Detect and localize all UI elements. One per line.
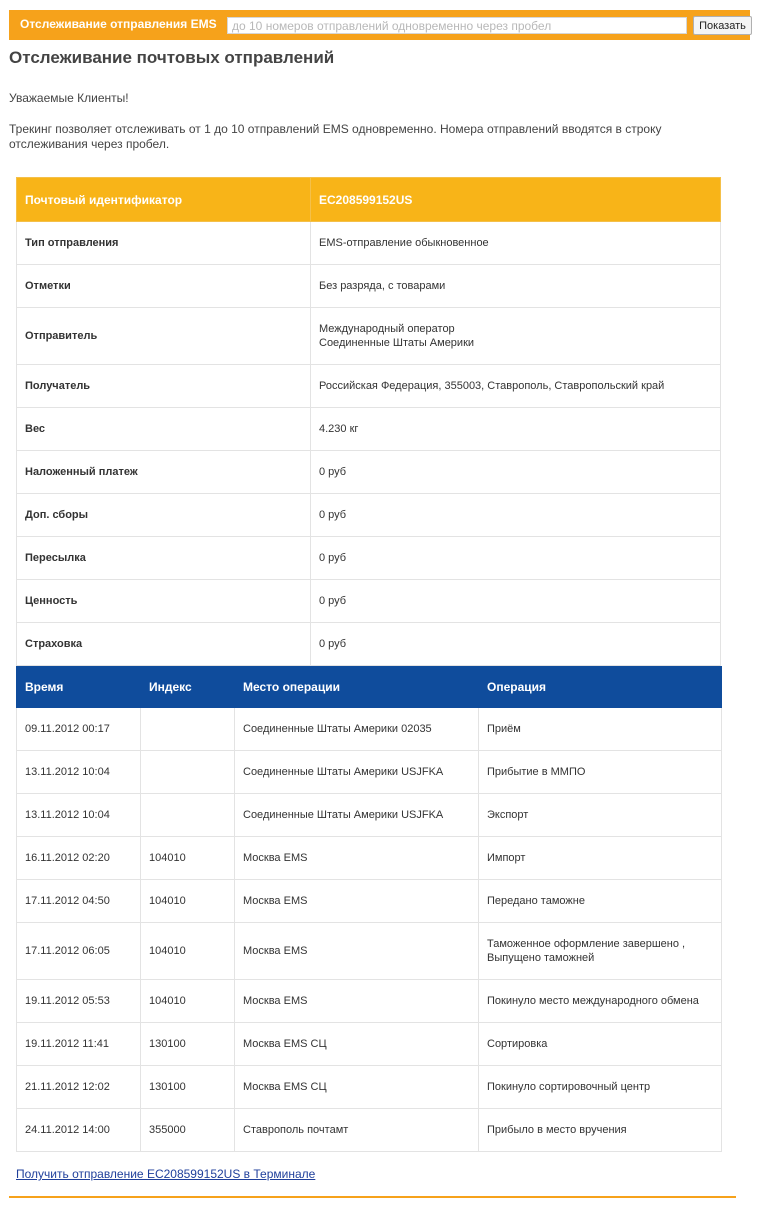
info-row [17, 623, 721, 666]
info-row-label: Вес [17, 408, 311, 451]
info-row-label: Ценность [17, 580, 311, 623]
info-row-label: Наложенный платеж [17, 451, 311, 494]
col-header-time: Время [17, 667, 141, 708]
operation-line: Таможенное оформление завершено , [487, 938, 686, 950]
info-row-value: 0 руб [311, 451, 721, 494]
cell-index: 104010 [141, 923, 235, 980]
table-row [17, 837, 722, 880]
page-title: Отслеживание почтовых отправлений [9, 48, 335, 67]
info-row-value: Российская Федерация, 355003, Ставрополь, Ставропольский край [311, 365, 721, 408]
cell-operation: Экспорт [479, 794, 722, 837]
info-row-value: 0 руб [311, 580, 721, 623]
info-row-label: Отправитель [17, 308, 311, 365]
table-row [17, 794, 722, 837]
info-row [17, 408, 721, 451]
table-row [17, 923, 722, 980]
cell-place: Москва EMS [235, 980, 479, 1023]
cell-place: Москва EMS СЦ [235, 1023, 479, 1066]
tracking-bar-label: Отслеживание отправления EMS [20, 17, 217, 31]
cell-time: 17.11.2012 04:50 [17, 880, 141, 923]
info-row [17, 494, 721, 537]
info-row [17, 308, 721, 365]
cell-index: 104010 [141, 837, 235, 880]
info-row-label: Страховка [17, 623, 311, 666]
cell-time: 19.11.2012 11:41 [17, 1023, 141, 1066]
cell-time: 13.11.2012 10:04 [17, 794, 141, 837]
terminal-pickup-link[interactable]: Получить отправление EC208599152US в Терминале [16, 1167, 316, 1181]
cell-place: Москва EMS [235, 923, 479, 980]
info-row [17, 265, 721, 308]
col-header-operation: Операция [479, 667, 722, 708]
info-row-value [311, 308, 721, 365]
cell-operation: Прибытие в ММПО [479, 751, 722, 794]
tracking-bar [9, 10, 750, 40]
info-row-value: 0 руб [311, 623, 721, 666]
table-row [17, 1109, 722, 1152]
table-row [17, 751, 722, 794]
cell-time: 21.11.2012 12:02 [17, 1066, 141, 1109]
info-row [17, 451, 721, 494]
intro-text: Трекинг позволяет отслеживать от 1 до 10 отправлений EMS одновременно. Номера отправлений вводятся в строку отслеживания через пробел. [9, 122, 662, 151]
cell-time: 17.11.2012 06:05 [17, 923, 141, 980]
cell-place: Соединенные Штаты Америки USJFKA [235, 794, 479, 837]
operations-table [16, 666, 722, 1152]
col-header-index: Индекс [141, 667, 235, 708]
info-row [17, 580, 721, 623]
cell-place: Москва EMS [235, 837, 479, 880]
cell-index [141, 751, 235, 794]
cell-place: Ставрополь почтамт [235, 1109, 479, 1152]
info-row-label: Доп. сборы [17, 494, 311, 537]
info-row [17, 537, 721, 580]
info-row-label: Получатель [17, 365, 311, 408]
cell-operation: Покинуло сортировочный центр [479, 1066, 722, 1109]
cell-operation: Приём [479, 708, 722, 751]
cell-index: 130100 [141, 1023, 235, 1066]
cell-time: 24.11.2012 14:00 [17, 1109, 141, 1152]
cell-index: 104010 [141, 980, 235, 1023]
info-row-value: EMS-отправление обыкновенное [311, 222, 721, 265]
cell-index [141, 708, 235, 751]
cell-operation: Импорт [479, 837, 722, 880]
operation-line: Выпущено таможней [487, 952, 595, 964]
bottom-divider [9, 1196, 736, 1198]
table-row [17, 1066, 722, 1109]
info-row-label: Тип отправления [17, 222, 311, 265]
col-header-place: Место операции [235, 667, 479, 708]
shipment-info-table [16, 177, 721, 666]
info-row-value: 4.230 кг [311, 408, 721, 451]
cell-operation: Покинуло место международного обмена [479, 980, 722, 1023]
greeting-text: Уважаемые Клиенты! [9, 91, 129, 105]
cell-operation: Прибыло в место вручения [479, 1109, 722, 1152]
info-row [17, 365, 721, 408]
info-row-value: 0 руб [311, 537, 721, 580]
info-row-label: Пересылка [17, 537, 311, 580]
cell-place: Соединенные Штаты Америки USJFKA [235, 751, 479, 794]
cell-index [141, 794, 235, 837]
operations-header-row [17, 667, 722, 708]
shipment-id-label: Почтовый идентификатор [17, 178, 311, 222]
cell-place: Москва EMS СЦ [235, 1066, 479, 1109]
cell-time: 09.11.2012 00:17 [17, 708, 141, 751]
sender-operator: Международный оператор [319, 323, 455, 335]
table-row [17, 880, 722, 923]
shipment-id-value: EC208599152US [311, 178, 721, 222]
cell-index: 355000 [141, 1109, 235, 1152]
table-row [17, 708, 722, 751]
info-row [17, 222, 721, 265]
cell-index: 130100 [141, 1066, 235, 1109]
table-row [17, 980, 722, 1023]
info-row-label: Отметки [17, 265, 311, 308]
cell-operation: Сортировка [479, 1023, 722, 1066]
cell-time: 16.11.2012 02:20 [17, 837, 141, 880]
cell-time: 13.11.2012 10:04 [17, 751, 141, 794]
cell-place: Соединенные Штаты Америки 02035 [235, 708, 479, 751]
info-row-value: 0 руб [311, 494, 721, 537]
table-row [17, 1023, 722, 1066]
cell-operation [479, 923, 722, 980]
cell-operation: Передано таможне [479, 880, 722, 923]
shipment-id-row [17, 178, 721, 222]
info-row-value: Без разряда, с товарами [311, 265, 721, 308]
cell-time: 19.11.2012 05:53 [17, 980, 141, 1023]
sender-country: Соединенные Штаты Америки [319, 337, 475, 349]
tracking-number-input[interactable] [227, 17, 687, 34]
cell-place: Москва EMS [235, 880, 479, 923]
cell-index: 104010 [141, 880, 235, 923]
show-button[interactable]: Показать [693, 16, 752, 35]
